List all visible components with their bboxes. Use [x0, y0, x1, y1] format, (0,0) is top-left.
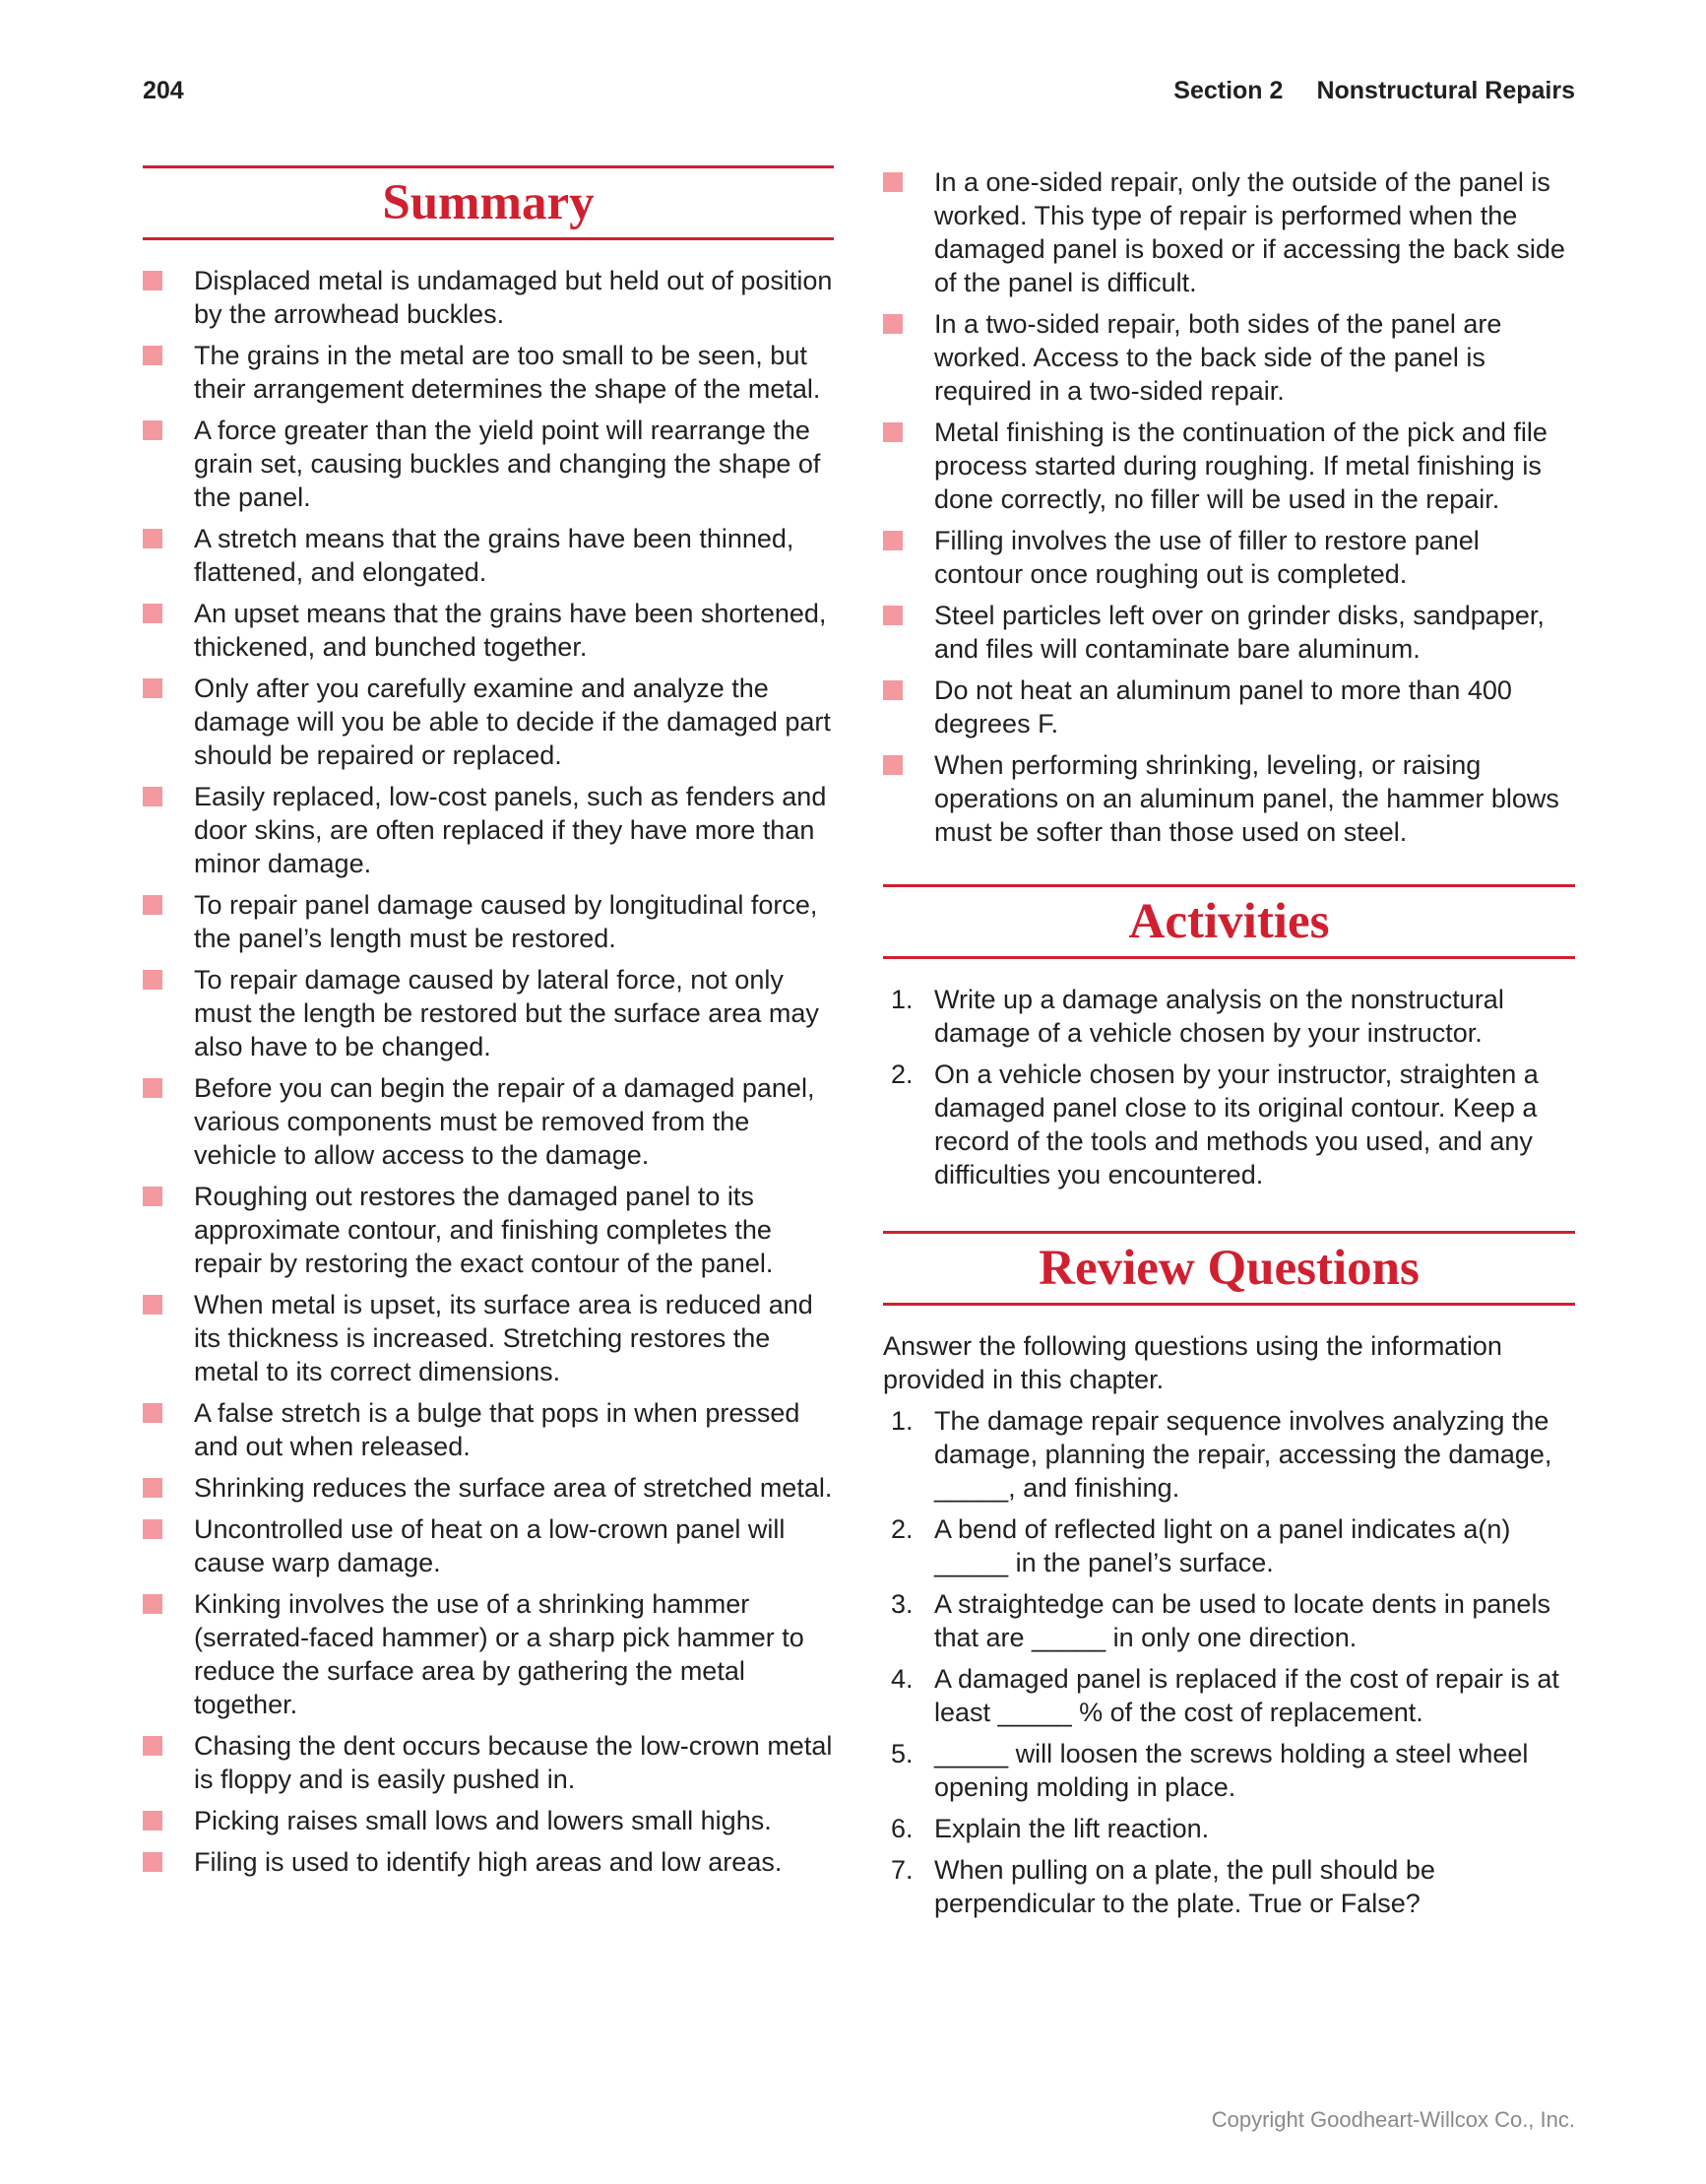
summary-item	[143, 963, 834, 1063]
activity-number: 2.	[891, 1060, 914, 1089]
square-bullet-icon	[143, 1078, 162, 1098]
summary-item-text: A force greater than the yield point will rearrange the grain set, causing buckles and changing the shape of the panel.	[194, 416, 821, 512]
question-number: 4.	[891, 1664, 914, 1694]
summary-list	[143, 264, 834, 1879]
summary-item	[143, 264, 834, 331]
copyright-footer: Copyright Goodheart-Willcox Co., Inc.	[1211, 2107, 1575, 2132]
summary-item	[143, 339, 834, 406]
square-bullet-icon	[143, 787, 162, 806]
activities-list	[883, 983, 1575, 1191]
question-number: 7.	[891, 1855, 914, 1885]
summary-item	[143, 597, 834, 664]
square-bullet-icon	[883, 314, 903, 334]
square-bullet-icon	[143, 1852, 162, 1872]
question-number: 5.	[891, 1739, 914, 1768]
question-number: 1.	[891, 1406, 914, 1436]
square-bullet-icon	[143, 346, 162, 365]
square-bullet-icon	[883, 531, 903, 550]
summary-item	[143, 1288, 834, 1388]
summary-item	[143, 1587, 834, 1721]
square-bullet-icon	[143, 1811, 162, 1831]
question-item	[883, 1404, 1575, 1505]
summary-item	[143, 1845, 834, 1879]
question-item	[883, 1587, 1575, 1654]
square-bullet-icon	[883, 680, 903, 700]
question-text: A bend of reflected light on a panel indicates a(n) _____ in the panel’s surface.	[934, 1514, 1511, 1577]
summary-item-text: When performing shrinking, leveling, or raising operations on an aluminum panel, the hammer blows must be softer than those used on steel.	[934, 750, 1559, 847]
summary-item-text: Steel particles left over on grinder disks, sandpaper, and files will contaminate bare aluminum.	[934, 601, 1545, 664]
activity-text: Write up a damage analysis on the nonstructural damage of a vehicle chosen by your instructor.	[934, 985, 1504, 1048]
question-text: When pulling on a plate, the pull should be perpendicular to the plate. True or False?	[934, 1855, 1435, 1918]
summary-item	[883, 524, 1575, 591]
question-item	[883, 1737, 1575, 1804]
summary-item	[883, 748, 1575, 849]
summary-item	[143, 672, 834, 772]
activity-item	[883, 1058, 1575, 1191]
summary-item-text: Roughing out restores the damaged panel to its approximate contour, and finishing completes the repair by restoring the exact contour of the panel.	[194, 1182, 774, 1278]
summary-item-text: To repair damage caused by lateral force, not only must the length be restored but the surface area may also have to be changed.	[194, 965, 819, 1061]
summary-item-text: Shrinking reduces the surface area of stretched metal.	[194, 1473, 833, 1503]
summary-item-text: In a one-sided repair, only the outside of the panel is worked. This type of repair is performed when the damaged panel is boxed or if accessing the back side of the panel is difficult.	[934, 167, 1565, 297]
question-item	[883, 1812, 1575, 1845]
summary-item	[143, 1071, 834, 1172]
summary-item	[883, 307, 1575, 408]
summary-list-continued	[883, 165, 1575, 849]
summary-item-text: Chasing the dent occurs because the low-crown metal is floppy and is easily pushed in.	[194, 1731, 833, 1794]
summary-item-text: An upset means that the grains have been shortened, thickened, and bunched together.	[194, 599, 827, 662]
summary-item-text: When metal is upset, its surface area is reduced and its thickness is increased. Stretching restores the metal to its correct dimensions.	[194, 1290, 813, 1386]
question-text: Explain the lift reaction.	[934, 1814, 1210, 1843]
square-bullet-icon	[883, 172, 903, 192]
summary-item	[143, 1180, 834, 1280]
square-bullet-icon	[143, 604, 162, 623]
square-bullet-icon	[143, 678, 162, 698]
square-bullet-icon	[143, 1403, 162, 1423]
question-text: A damaged panel is replaced if the cost of repair is at least _____ % of the cost of replacement.	[934, 1664, 1559, 1727]
summary-item	[883, 416, 1575, 516]
question-item	[883, 1853, 1575, 1920]
summary-item-text: To repair panel damage caused by longitudinal force, the panel’s length must be restored.	[194, 890, 818, 953]
square-bullet-icon	[143, 1594, 162, 1614]
square-bullet-icon	[883, 755, 903, 775]
summary-item-text: Metal finishing is the continuation of the pick and file process started during roughing. If metal finishing is done correctly, no filler will be used in the repair.	[934, 418, 1548, 514]
summary-item-text: A stretch means that the grains have been thinned, flattened, and elongated.	[194, 524, 794, 587]
square-bullet-icon	[143, 1187, 162, 1206]
summary-item-text: Uncontrolled use of heat on a low-crown panel will cause warp damage.	[194, 1514, 786, 1577]
section-label: Section 2	[1173, 77, 1284, 104]
square-bullet-icon	[143, 271, 162, 290]
activities-heading: Activities	[883, 884, 1575, 959]
summary-item	[883, 674, 1575, 740]
summary-item	[143, 780, 834, 880]
summary-item-text: Filling involves the use of filler to restore panel contour once roughing out is completed.	[934, 526, 1480, 589]
summary-item	[883, 165, 1575, 299]
question-text: _____ will loosen the screws holding a steel wheel opening molding in place.	[934, 1739, 1529, 1802]
square-bullet-icon	[143, 1295, 162, 1315]
square-bullet-icon	[143, 529, 162, 548]
review-questions-heading: Review Questions	[883, 1231, 1575, 1306]
summary-item-text: Kinking involves the use of a shrinking hammer (serrated-faced hammer) or a sharp pick hammer to reduce the surface area by gathering the metal together.	[194, 1589, 804, 1719]
summary-item-text: Do not heat an aluminum panel to more than 400 degrees F.	[934, 675, 1512, 739]
summary-item-text: The grains in the metal are too small to be seen, but their arrangement determines the shape of the metal.	[194, 341, 821, 404]
square-bullet-icon	[143, 1519, 162, 1539]
summary-item-text: Before you can begin the repair of a damaged panel, various components must be removed from the vehicle to allow access to the damage.	[194, 1073, 815, 1170]
review-intro: Answer the following questions using the information provided in this chapter.	[883, 1331, 1502, 1394]
left-column	[143, 165, 834, 1887]
square-bullet-icon	[883, 422, 903, 442]
square-bullet-icon	[883, 606, 903, 625]
question-text: The damage repair sequence involves analyzing the damage, planning the repair, accessing the damage, _____, and finishing.	[934, 1406, 1552, 1503]
summary-item	[883, 599, 1575, 666]
running-head	[1173, 77, 1575, 105]
question-item	[883, 1512, 1575, 1579]
summary-item	[143, 414, 834, 514]
activity-text: On a vehicle chosen by your instructor, straighten a damaged panel close to its original contour. Keep a record of the tools and methods you used, and any difficulties you encountered.	[934, 1060, 1539, 1189]
right-column	[883, 165, 1575, 1928]
square-bullet-icon	[143, 1478, 162, 1498]
summary-heading: Summary	[143, 165, 834, 240]
square-bullet-icon	[143, 1736, 162, 1756]
question-number: 2.	[891, 1514, 914, 1544]
question-number: 3.	[891, 1589, 914, 1619]
summary-item-text: In a two-sided repair, both sides of the panel are worked. Access to the back side of the panel is required in a two-sided repair.	[934, 309, 1502, 406]
summary-item	[143, 1471, 834, 1505]
question-item	[883, 1662, 1575, 1729]
square-bullet-icon	[143, 970, 162, 990]
summary-item	[143, 1729, 834, 1796]
summary-item-text: Filing is used to identify high areas and low areas.	[194, 1847, 783, 1877]
question-text: A straightedge can be used to locate dents in panels that are _____ in only one direction.	[934, 1589, 1550, 1652]
review-questions-list	[883, 1404, 1575, 1920]
square-bullet-icon	[143, 895, 162, 915]
summary-item	[143, 1804, 834, 1837]
activity-number: 1.	[891, 985, 914, 1014]
summary-item	[143, 888, 834, 955]
summary-item-text: Easily replaced, low-cost panels, such as fenders and door skins, are often replaced if they have more than minor damage.	[194, 782, 827, 878]
summary-item-text: A false stretch is a bulge that pops in when pressed and out when released.	[194, 1398, 800, 1461]
page-number: 204	[143, 77, 184, 104]
summary-item	[143, 1512, 834, 1579]
summary-item	[143, 1396, 834, 1463]
summary-item-text: Only after you carefully examine and analyze the damage will you be able to decide if the damaged part should be repaired or replaced.	[194, 674, 831, 770]
question-number: 6.	[891, 1814, 914, 1843]
square-bullet-icon	[143, 420, 162, 440]
chapter-title: Nonstructural Repairs	[1316, 77, 1575, 104]
summary-item-text: Picking raises small lows and lowers small highs.	[194, 1806, 772, 1835]
summary-item-text: Displaced metal is undamaged but held out of position by the arrowhead buckles.	[194, 266, 833, 329]
summary-item	[143, 522, 834, 589]
activity-item	[883, 983, 1575, 1050]
